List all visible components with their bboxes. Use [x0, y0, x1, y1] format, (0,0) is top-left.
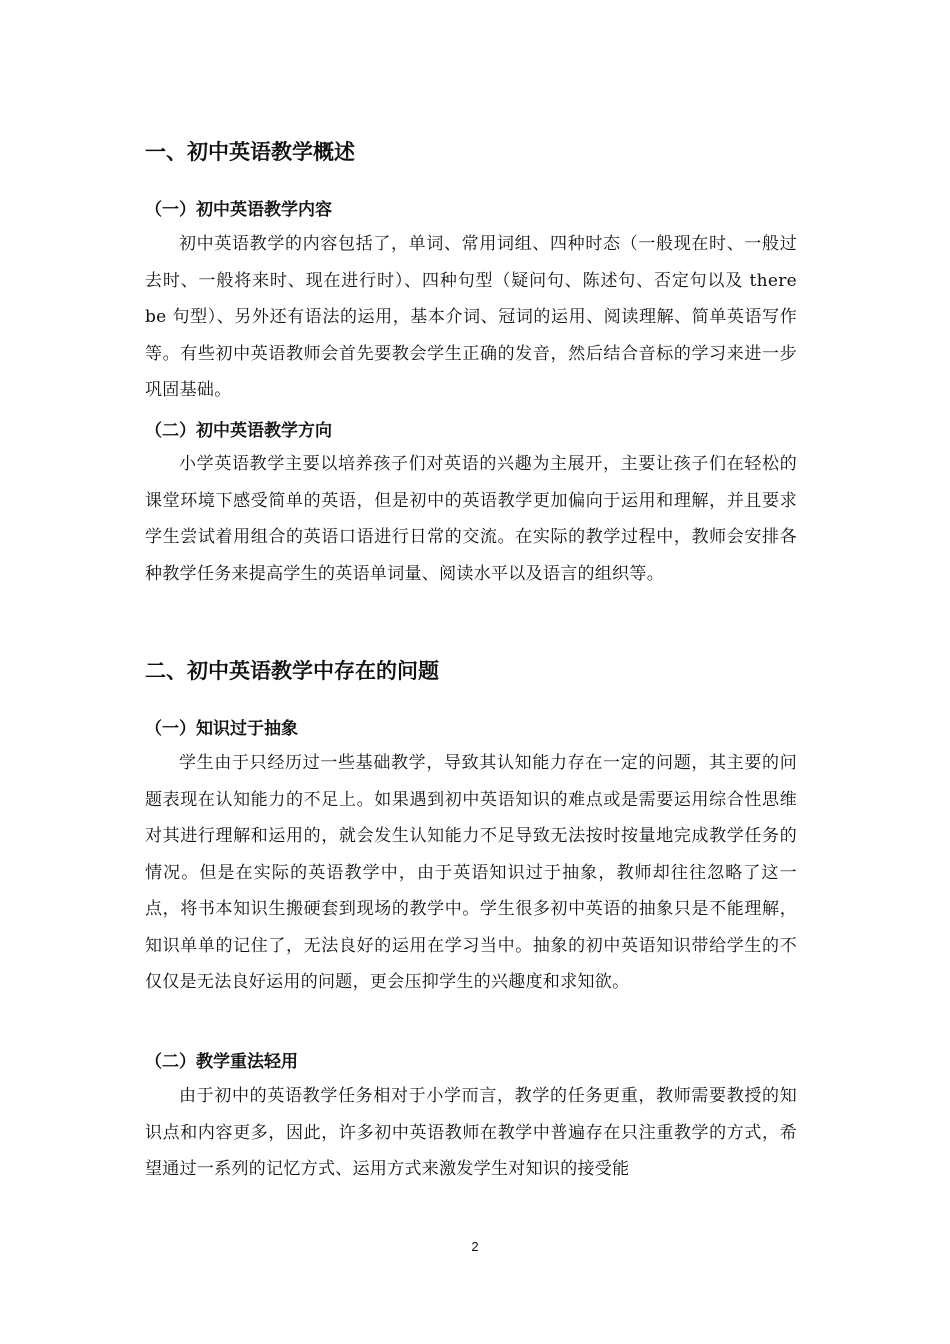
section-2-paragraph-1: 学生由于只经历过一些基础教学，导致其认知能力存在一定的问题，其主要的问题表现在认知能力的不足上。如果遇到初中英语知识的难点或是需要运用综合性思维对其进行理解和运用的，就会发生认知能力不足导致无法按时按量地完成教学任务的情况。但是在实际的英语教学中，由于英语知识过于抽象，教师却往往忽略了这一点，将书本知识生搬硬套到现场的教学中。学生很多初中英语的抽象只是不能理解，知识单单的记住了，无法良好的运用在学习当中。抽象的初中英语知识带给学生的不仅仅是无法良好运用的问题，更会压抑学生的兴趣度和求知欲。: [145, 753, 797, 992]
section-1-paragraph-2: 小学英语教学主要以培养孩子们对英语的兴趣为主展开，主要让孩子们在轻松的课堂环境下感受简单的英语，但是初中的英语教学更加偏向于运用和理解，并且要求学生尝试着用组合的英语口语进行日常的交流。在实际的教学过程中，教师会安排各种教学任务来提高学生的英语单词量、阅读水平以及语言的组织等。: [145, 454, 797, 584]
section-2-subheading-1: （一）知识过于抽象: [145, 719, 298, 739]
page-number: 2: [471, 1239, 479, 1254]
section-1-subheading-2: （二）初中英语教学方向: [145, 421, 332, 441]
section-1-heading: 一、初中英语教学概述: [145, 140, 355, 164]
section-1-paragraph-1: 初中英语教学的内容包括了，单词、常用词组、四种时态（一般现在时、一般过去时、一般将来时、现在进行时）、四种句型（疑问句、陈述句、否定句以及 there be 句型）、另外还有语法的运用，基本介词、冠词的运用、阅读理解、简单英语写作等。有些初中英语教师会首先要教会学生正确的发音，然后结合音标的学习来进一步巩固基础。: [145, 234, 797, 400]
section-2-heading: 二、初中英语教学中存在的问题: [145, 659, 439, 683]
section-2-subheading-2: （二）教学重法轻用: [145, 1052, 298, 1072]
section-2-paragraph-2: 由于初中的英语教学任务相对于小学而言，教学的任务更重，教师需要教授的知识点和内容更多，因此，许多初中英语教师在教学中普遍存在只注重教学的方式，希望通过一系列的记忆方式、运用方式来激发学生对知识的接受能: [145, 1086, 797, 1179]
section-1-subheading-1: （一）初中英语教学内容: [145, 200, 332, 220]
